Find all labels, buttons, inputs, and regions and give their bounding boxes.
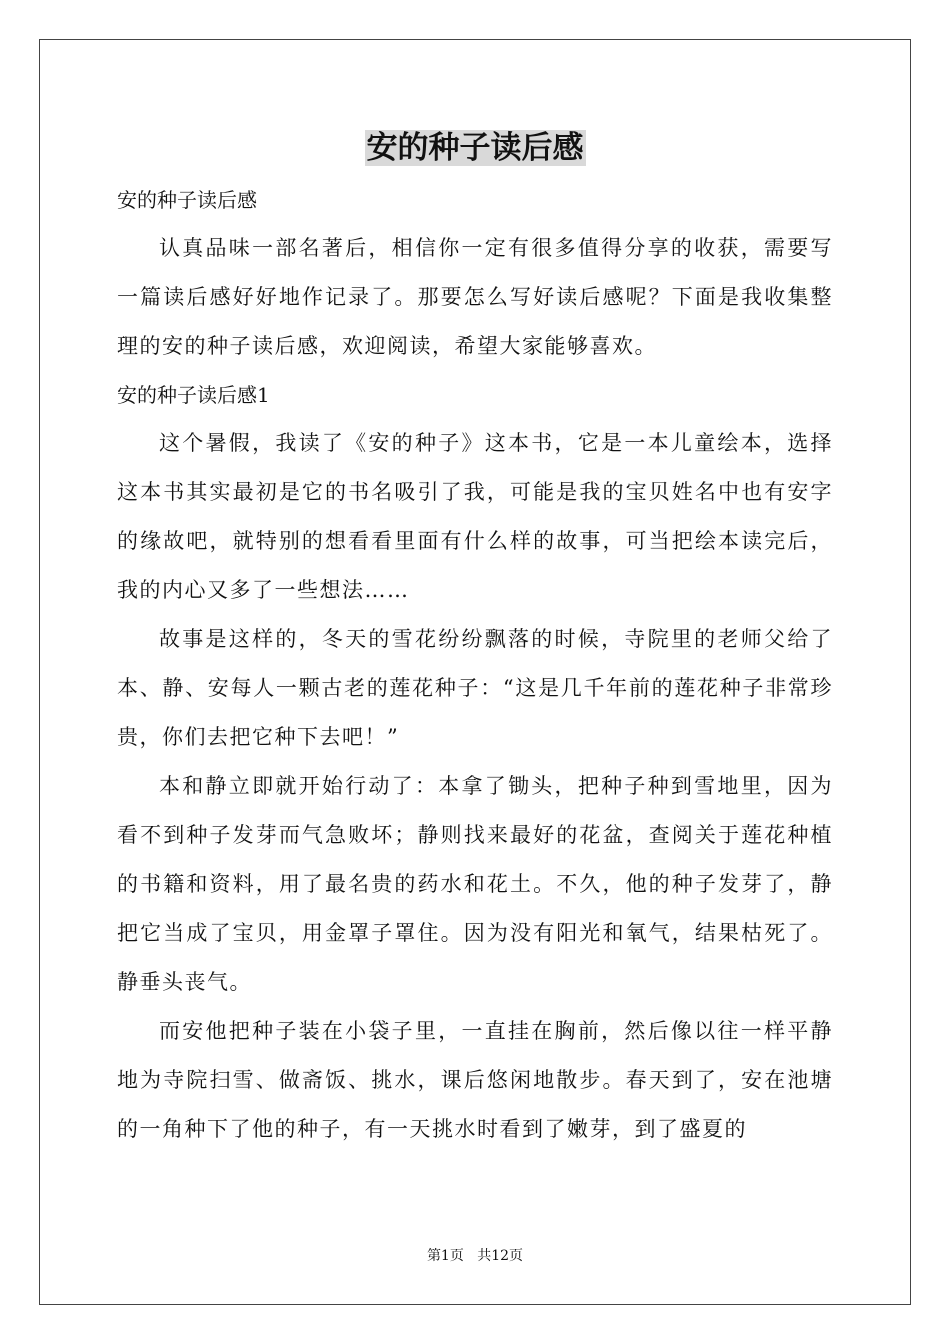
section-heading-1: 安的种子读后感1 (117, 383, 270, 407)
page-number: 第1页 (426, 1248, 464, 1264)
section-heading: 安的种子读后感 (117, 188, 257, 212)
body-paragraph-1: 这个暑假，我读了《安的种子》这本书，它是一本儿童绘本，选择这本书其实最初是它的书名吸引了我，可能是我的宝贝姓名中也有安字的缘故吧，就特别的想看看里面有什么样的故事，可当把绘本读完后，我的内心又多了一些想法…… (117, 431, 833, 602)
document-body (117, 176, 833, 1154)
document-title (0, 126, 950, 170)
body-paragraph-4: 而安他把种子装在小袋子里，一直挂在胸前，然后像以往一样平静地为寺院扫雪、做斋饭、挑水，课后悠闲地散步。春天到了，安在池塘的一角种下了他的种子，有一天挑水时看到了嫩芽，到了盛夏的 (117, 1019, 833, 1141)
body-paragraph-2: 故事是这样的，冬天的雪花纷纷飘落的时候，寺院里的老师父给了本、静、安每人一颗古老的莲花种子：“这是几千年前的莲花种子非常珍贵，你们去把它种下去吧！” (117, 627, 833, 749)
page-total: 共12页 (477, 1248, 524, 1264)
page-footer (0, 1246, 950, 1266)
body-paragraph-3: 本和静立即就开始行动了：本拿了锄头，把种子种到雪地里，因为看不到种子发芽而气急败坏；静则找来最好的花盆，查阅关于莲花种植的书籍和资料，用了最名贵的药水和花土。不久，他的种子发芽了，静把它当成了宝贝，用金罩子罩住。因为没有阳光和氧气，结果枯死了。静垂头丧气。 (117, 774, 833, 994)
document-title-text: 安的种子读后感 (366, 130, 584, 166)
intro-paragraph: 认真品味一部名著后，相信你一定有很多值得分享的收获，需要写一篇读后感好好地作记录了。那要怎么写好读后感呢？下面是我收集整理的安的种子读后感，欢迎阅读，希望大家能够喜欢。 (117, 236, 833, 358)
